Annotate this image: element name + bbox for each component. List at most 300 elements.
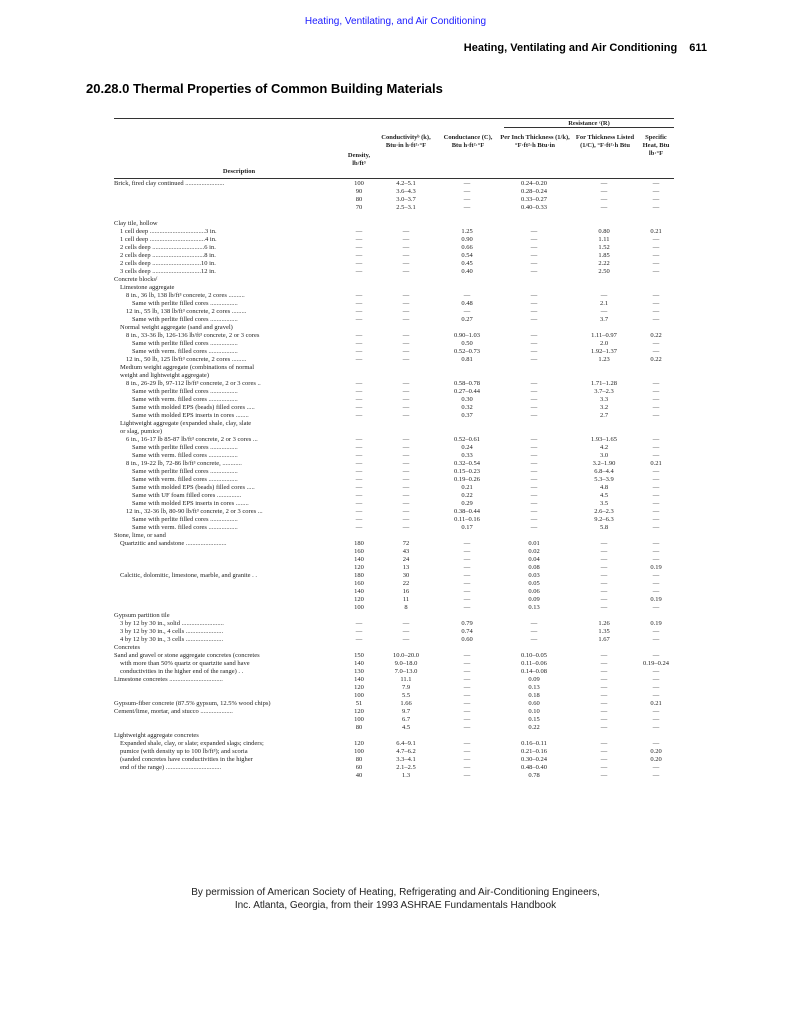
cell-conductance	[436, 532, 498, 540]
cell-description	[114, 684, 342, 692]
cell-conductance: 0.90	[461, 236, 473, 243]
cell-conductivity	[376, 364, 436, 372]
cell-conductivity: —	[402, 396, 410, 403]
table-body	[114, 180, 674, 780]
cell-density: —	[355, 260, 363, 267]
cell-resistance-thickness	[570, 428, 638, 436]
cell-density: —	[355, 476, 363, 483]
cell-density: —	[355, 508, 363, 515]
table-row	[114, 268, 674, 276]
cell-description: pumice (with density up to 100 lb/ft³); and scoria	[120, 748, 248, 755]
cell-conductivity: —	[402, 316, 410, 323]
cell-specific-heat	[638, 428, 674, 436]
cell-conductance: 1.25	[461, 228, 473, 235]
cell-resistance-thickness: —	[600, 772, 608, 779]
table-row	[114, 316, 674, 324]
cell-specific-heat: —	[652, 452, 660, 459]
cell-density: —	[355, 468, 363, 475]
table-row	[114, 580, 674, 588]
cell-resistance-per-inch: —	[530, 492, 538, 499]
cell-conductivity: 10.0–20.0	[393, 652, 419, 659]
cell-conductivity: —	[402, 468, 410, 475]
cell-density: —	[355, 228, 363, 235]
table-row	[114, 484, 674, 492]
table-row	[114, 404, 674, 412]
cell-resistance-thickness: —	[600, 676, 608, 683]
cell-conductance: —	[463, 588, 471, 595]
cell-density: 120	[354, 596, 364, 603]
cell-conductance: —	[463, 652, 471, 659]
cell-conductivity: 43	[402, 548, 410, 555]
cell-conductance: —	[463, 708, 471, 715]
cell-resistance-thickness	[570, 420, 638, 428]
cell-resistance-thickness	[570, 364, 638, 372]
cell-density: 180	[354, 540, 364, 547]
table-row	[114, 756, 674, 764]
cell-conductance: —	[463, 540, 471, 547]
cell-resistance-thickness	[570, 732, 638, 740]
cell-description: Stone, lime, or sand	[114, 532, 166, 539]
cell-density: 140	[354, 588, 364, 595]
cell-resistance-per-inch: 0.16–0.11	[521, 740, 547, 747]
cell-density: —	[355, 524, 363, 531]
cell-conductance: 0.66	[461, 244, 473, 251]
cell-description: Same with UF foam filled cores ...............	[132, 492, 242, 499]
cell-conductance: 0.15–0.23	[454, 468, 480, 475]
cell-density: —	[355, 636, 363, 643]
table-row	[114, 556, 674, 564]
cell-description: Concretes	[114, 644, 140, 651]
cell-resistance-per-inch: 0.40–0.33	[521, 204, 547, 211]
cell-density: —	[355, 620, 363, 627]
cell-conductivity: 4.7–6.2	[396, 748, 416, 755]
cell-specific-heat: —	[652, 396, 660, 403]
cell-conductance: 0.32	[461, 404, 473, 411]
cell-resistance-per-inch: 0.28–0.24	[521, 188, 547, 195]
cell-resistance-per-inch: —	[530, 444, 538, 451]
cell-density	[342, 364, 376, 372]
cell-density: 120	[354, 708, 364, 715]
header-description: Description	[222, 168, 256, 175]
cell-conductance	[436, 420, 498, 428]
cell-resistance-per-inch: —	[530, 252, 538, 259]
cell-resistance-per-inch: —	[530, 484, 538, 491]
cell-conductance: —	[463, 692, 471, 699]
cell-specific-heat: —	[652, 540, 660, 547]
cell-density: 51	[355, 700, 363, 707]
cell-conductance	[436, 428, 498, 436]
cell-description	[114, 692, 342, 700]
cell-density: 140	[354, 676, 364, 683]
table-row	[114, 772, 674, 780]
cell-resistance-thickness: 1.52	[598, 244, 610, 251]
table-row	[114, 532, 674, 540]
cell-resistance-thickness: 3.3	[599, 396, 609, 403]
cell-conductivity: —	[402, 636, 410, 643]
cell-description: 3 cells deep ..............................12 in.	[120, 268, 216, 275]
cell-specific-heat: —	[652, 492, 660, 499]
table-row	[114, 372, 674, 380]
cell-specific-heat: —	[652, 388, 660, 395]
cell-description	[114, 716, 342, 724]
table-row	[114, 244, 674, 252]
cell-conductance: 0.81	[461, 356, 473, 363]
table-row	[114, 476, 674, 484]
cell-conductance: 0.79	[461, 620, 473, 627]
table-row	[114, 436, 674, 444]
cell-conductance: 0.17	[461, 524, 473, 531]
cell-conductivity: 7.9	[401, 684, 411, 691]
cell-conductance: 0.29	[461, 500, 473, 507]
table-row	[114, 500, 674, 508]
cell-description	[114, 724, 342, 732]
cell-conductivity: 8	[404, 604, 408, 611]
cell-conductivity	[376, 532, 436, 540]
table-row	[114, 292, 674, 300]
cell-density: —	[355, 340, 363, 347]
cell-resistance-per-inch: 0.02	[528, 548, 540, 555]
cell-specific-heat: —	[652, 436, 660, 443]
cell-resistance-per-inch: 0.10	[528, 708, 540, 715]
cell-resistance-thickness	[570, 324, 638, 332]
table-row	[114, 644, 674, 652]
cell-density: 80	[355, 756, 363, 763]
cell-density: —	[355, 316, 363, 323]
cell-conductivity: 9.0–18.0	[394, 660, 418, 667]
cell-specific-heat	[638, 220, 674, 228]
cell-conductance: —	[463, 572, 471, 579]
cell-conductivity: —	[402, 476, 410, 483]
cell-density: 140	[354, 660, 364, 667]
cell-conductivity: 5.5	[401, 692, 411, 699]
cell-resistance-per-inch: —	[530, 388, 538, 395]
cell-specific-heat: —	[652, 764, 660, 771]
table-row	[114, 348, 674, 356]
cell-specific-heat: —	[652, 308, 660, 315]
cell-specific-heat	[638, 284, 674, 292]
table-row	[114, 668, 674, 676]
cell-conductivity: —	[402, 436, 410, 443]
table-row	[114, 732, 674, 740]
top-link[interactable]: Heating, Ventilating, and Air Conditioning	[304, 16, 487, 27]
cell-description: conductivities in the higher end of the range) . .	[120, 668, 244, 675]
cell-conductance: 0.22	[461, 492, 473, 499]
table-row	[114, 636, 674, 644]
cell-specific-heat: —	[652, 180, 660, 187]
cell-description: 12 in., 50 lb, 125 lb/ft³ concrete, 2 cores .........	[126, 356, 247, 363]
cell-resistance-per-inch: 0.06	[528, 588, 540, 595]
cell-resistance-per-inch	[498, 428, 570, 436]
cell-conductivity	[376, 428, 436, 436]
cell-description: Normal weight aggregate (sand and gravel)	[120, 324, 233, 331]
cell-description: Concrete blocksᶠ	[114, 276, 158, 283]
cell-specific-heat: —	[652, 676, 660, 683]
cell-description	[114, 564, 342, 572]
cell-specific-heat: —	[652, 548, 660, 555]
cell-resistance-thickness	[570, 372, 638, 380]
cell-specific-heat: —	[652, 244, 660, 251]
cell-conductance	[436, 612, 498, 620]
cell-specific-heat: —	[652, 508, 660, 515]
cell-resistance-per-inch: 0.13	[528, 604, 540, 611]
cell-conductance: 0.30	[461, 396, 473, 403]
cell-resistance-thickness: —	[600, 580, 608, 587]
cell-resistance-thickness: 2.22	[598, 260, 610, 267]
cell-conductivity: 1.3	[401, 772, 411, 779]
header-specific-heat: Specific Heat, Btu lb·°F	[642, 134, 670, 157]
table-row	[114, 716, 674, 724]
table-row	[114, 236, 674, 244]
cell-description	[114, 556, 342, 564]
cell-conductance: —	[463, 596, 471, 603]
cell-resistance-per-inch: —	[530, 508, 538, 515]
cell-specific-heat: —	[652, 740, 660, 747]
cell-resistance-per-inch	[498, 372, 570, 380]
table-row	[114, 564, 674, 572]
cell-description: Clay tile, hollow	[114, 220, 158, 227]
cell-conductivity: —	[402, 332, 410, 339]
table-row	[114, 604, 674, 612]
cell-resistance-thickness: —	[600, 556, 608, 563]
cell-description: Lightweight aggregate concretes	[114, 732, 199, 739]
cell-resistance-per-inch	[498, 644, 570, 652]
page-number: 611	[689, 42, 707, 54]
cell-conductance: —	[463, 580, 471, 587]
cell-specific-heat: 0.22	[650, 332, 662, 339]
cell-resistance-thickness	[570, 220, 638, 228]
cell-resistance-thickness: 1.67	[598, 636, 610, 643]
cell-density: —	[355, 244, 363, 251]
source-credit-line2: Inc. Atlanta, Georgia, from their 1993 ASHRAE Fundamentals Handbook	[234, 900, 557, 911]
cell-specific-heat: —	[652, 476, 660, 483]
table-row	[114, 524, 674, 532]
header-thickness: For Thickness Listed (1/C), °F·ft²·h Btu	[575, 134, 635, 149]
cell-conductance: 0.37	[461, 412, 473, 419]
cell-density: 100	[354, 180, 364, 187]
cell-conductance: —	[463, 196, 471, 203]
cell-description: 6 in., 16-17 lb 85-87 lb/ft³ concrete, 2 or 3 cores ...	[126, 436, 258, 443]
cell-resistance-per-inch: 0.18	[528, 692, 540, 699]
cell-conductance	[436, 212, 498, 220]
cell-specific-heat: 0.21	[650, 460, 662, 467]
cell-density	[342, 212, 376, 220]
table-row	[114, 212, 674, 220]
cell-specific-heat: —	[652, 516, 660, 523]
cell-resistance-thickness: 5.3–3.9	[594, 476, 614, 483]
cell-specific-heat	[638, 212, 674, 220]
cell-conductance: 0.21	[461, 484, 473, 491]
cell-density: —	[355, 460, 363, 467]
cell-density	[342, 532, 376, 540]
cell-conductance: —	[463, 660, 471, 667]
cell-conductivity: —	[402, 268, 410, 275]
cell-description: Gypsum-fiber concrete (87.5% gypsum, 12.5% wood chips)	[114, 700, 271, 707]
cell-resistance-thickness: 4.2	[599, 444, 609, 451]
cell-specific-heat: 0.19	[650, 620, 662, 627]
cell-conductance: —	[463, 684, 471, 691]
cell-resistance-per-inch: 0.48–0.40	[521, 764, 547, 771]
running-head-title: Heating, Ventilating and Air Conditioning	[463, 42, 678, 54]
cell-specific-heat: —	[652, 316, 660, 323]
cell-conductance	[436, 220, 498, 228]
cell-density: 90	[355, 188, 363, 195]
cell-resistance-per-inch: —	[530, 620, 538, 627]
cell-description: Same with perlite filled cores .................	[132, 316, 238, 323]
table-row	[114, 516, 674, 524]
table-top-rule	[114, 118, 674, 119]
cell-specific-heat: —	[652, 236, 660, 243]
cell-density: 120	[354, 740, 364, 747]
cell-resistance-per-inch	[498, 284, 570, 292]
cell-density: 100	[354, 692, 364, 699]
cell-resistance-thickness: 3.7	[599, 316, 609, 323]
cell-conductivity: 30	[402, 572, 410, 579]
cell-description: with more than 50% quartz or quartzite sand have	[120, 660, 250, 667]
cell-description: Calcitic, dolomitic, limestone, marble, and granite . .	[120, 572, 258, 579]
cell-specific-heat: —	[652, 652, 660, 659]
cell-specific-heat: —	[652, 524, 660, 531]
cell-resistance-thickness	[570, 284, 638, 292]
cell-resistance-thickness: —	[600, 708, 608, 715]
cell-conductance: 0.48	[461, 300, 473, 307]
cell-description	[114, 580, 342, 588]
cell-resistance-thickness: 5.8	[599, 524, 609, 531]
cell-conductivity: —	[402, 388, 410, 395]
cell-resistance-thickness: 6.8–4.4	[594, 468, 614, 475]
cell-resistance-thickness: 1.11	[598, 236, 610, 243]
cell-description	[114, 596, 342, 604]
cell-conductance: —	[463, 764, 471, 771]
cell-resistance-thickness: —	[600, 188, 608, 195]
cell-description: Same with perlite filled cores .................	[132, 300, 238, 307]
cell-conductance: —	[463, 564, 471, 571]
cell-description: Same with perlite filled cores .................	[132, 444, 238, 451]
cell-conductance: —	[463, 180, 471, 187]
cell-density: 100	[354, 604, 364, 611]
cell-conductance: 0.27–0.44	[454, 388, 480, 395]
cell-density: 60	[355, 764, 363, 771]
cell-specific-heat	[638, 372, 674, 380]
cell-description: 12 in., 32-36 lb, 80-90 lb/ft³ concrete, 2 or 3 cores ...	[126, 508, 263, 515]
cell-conductance: —	[463, 716, 471, 723]
cell-resistance-thickness: —	[600, 596, 608, 603]
cell-resistance-thickness: 1.71–1.28	[591, 380, 617, 387]
cell-conductance	[436, 732, 498, 740]
cell-resistance-thickness: 1.23	[598, 356, 610, 363]
cell-resistance-thickness: —	[600, 292, 608, 299]
cell-resistance-per-inch: —	[530, 228, 538, 235]
cell-conductivity: —	[402, 628, 410, 635]
cell-description: Same with perlite filled cores .................	[132, 468, 238, 475]
cell-resistance-per-inch: 0.22	[528, 724, 540, 731]
cell-density	[342, 220, 376, 228]
cell-specific-heat: —	[652, 708, 660, 715]
cell-conductivity	[376, 220, 436, 228]
cell-specific-heat: —	[652, 292, 660, 299]
table-row	[114, 724, 674, 732]
cell-conductance: 0.19–0.26	[454, 476, 480, 483]
cell-specific-heat: —	[652, 588, 660, 595]
cell-description: Same with perlite filled cores .................	[132, 340, 238, 347]
cell-description: Sand and gravel or stone aggregate concretes (concretes	[114, 652, 260, 659]
cell-conductivity: —	[402, 524, 410, 531]
cell-description: Same with molded EPS inserts in cores ........	[132, 412, 249, 419]
cell-density: —	[355, 252, 363, 259]
cell-density: —	[355, 628, 363, 635]
cell-specific-heat	[638, 532, 674, 540]
cell-resistance-thickness: —	[600, 588, 608, 595]
table-row	[114, 588, 674, 596]
table-row	[114, 412, 674, 420]
cell-resistance-thickness: 1.85	[598, 252, 610, 259]
cell-density: —	[355, 452, 363, 459]
cell-conductivity: —	[402, 452, 410, 459]
cell-resistance-per-inch: 0.03	[528, 572, 540, 579]
cell-resistance-per-inch: —	[530, 412, 538, 419]
cell-resistance-thickness: —	[600, 540, 608, 547]
cell-resistance-thickness: 0.80	[598, 228, 610, 235]
table-row	[114, 508, 674, 516]
cell-description: 4 by 12 by 30 in., 3 cells .......................	[120, 636, 224, 643]
cell-description: Medium weight aggregate (combinations of normal	[120, 364, 255, 371]
cell-resistance-thickness: 2.6–2.3	[594, 508, 614, 515]
cell-description: 2 cells deep ................................6 in.	[120, 244, 216, 251]
table-row	[114, 452, 674, 460]
cell-description	[114, 188, 342, 196]
cell-conductance: 0.58–0.78	[454, 380, 480, 387]
cell-density: 150	[354, 652, 364, 659]
cell-conductivity: 2.1–2.5	[396, 764, 416, 771]
cell-specific-heat: —	[652, 500, 660, 507]
cell-resistance-per-inch: —	[530, 436, 538, 443]
cell-description: Cement/lime, mortar, and stucco ....................	[114, 708, 233, 715]
cell-density	[342, 644, 376, 652]
cell-specific-heat: 0.20	[650, 756, 662, 763]
cell-description: Same with verm. filled cores ..................	[132, 396, 238, 403]
cell-density: —	[355, 308, 363, 315]
cell-description: Same with perlite filled cores .................	[132, 388, 238, 395]
cell-density: 100	[354, 716, 364, 723]
cell-description: Same with molded EPS (beads) filled cores .....	[132, 404, 255, 411]
cell-specific-heat: —	[652, 556, 660, 563]
cell-specific-heat: 0.19	[650, 564, 662, 571]
cell-resistance-thickness: 9.2–6.3	[594, 516, 614, 523]
cell-resistance-thickness	[570, 276, 638, 284]
cell-density: —	[355, 268, 363, 275]
cell-resistance-per-inch: —	[530, 636, 538, 643]
cell-density	[342, 428, 376, 436]
table-row	[114, 300, 674, 308]
cell-conductivity: 3.6–4.3	[396, 188, 416, 195]
cell-resistance-thickness: —	[600, 764, 608, 771]
cell-density: —	[355, 292, 363, 299]
cell-resistance-thickness: —	[600, 180, 608, 187]
cell-conductance: —	[463, 748, 471, 755]
cell-resistance-per-inch: —	[530, 316, 538, 323]
cell-density: 160	[354, 580, 364, 587]
cell-resistance-per-inch: 0.15	[528, 716, 540, 723]
cell-specific-heat: —	[652, 628, 660, 635]
cell-specific-heat	[638, 420, 674, 428]
cell-density: —	[355, 436, 363, 443]
cell-conductance: 0.52–0.73	[454, 348, 480, 355]
cell-conductivity: —	[402, 236, 410, 243]
cell-resistance-thickness: —	[600, 716, 608, 723]
cell-description: 2 cells deep ..............................10 in.	[120, 260, 216, 267]
cell-conductance: 0.32–0.54	[454, 460, 480, 467]
cell-density: 160	[354, 548, 364, 555]
cell-resistance-per-inch: —	[530, 476, 538, 483]
